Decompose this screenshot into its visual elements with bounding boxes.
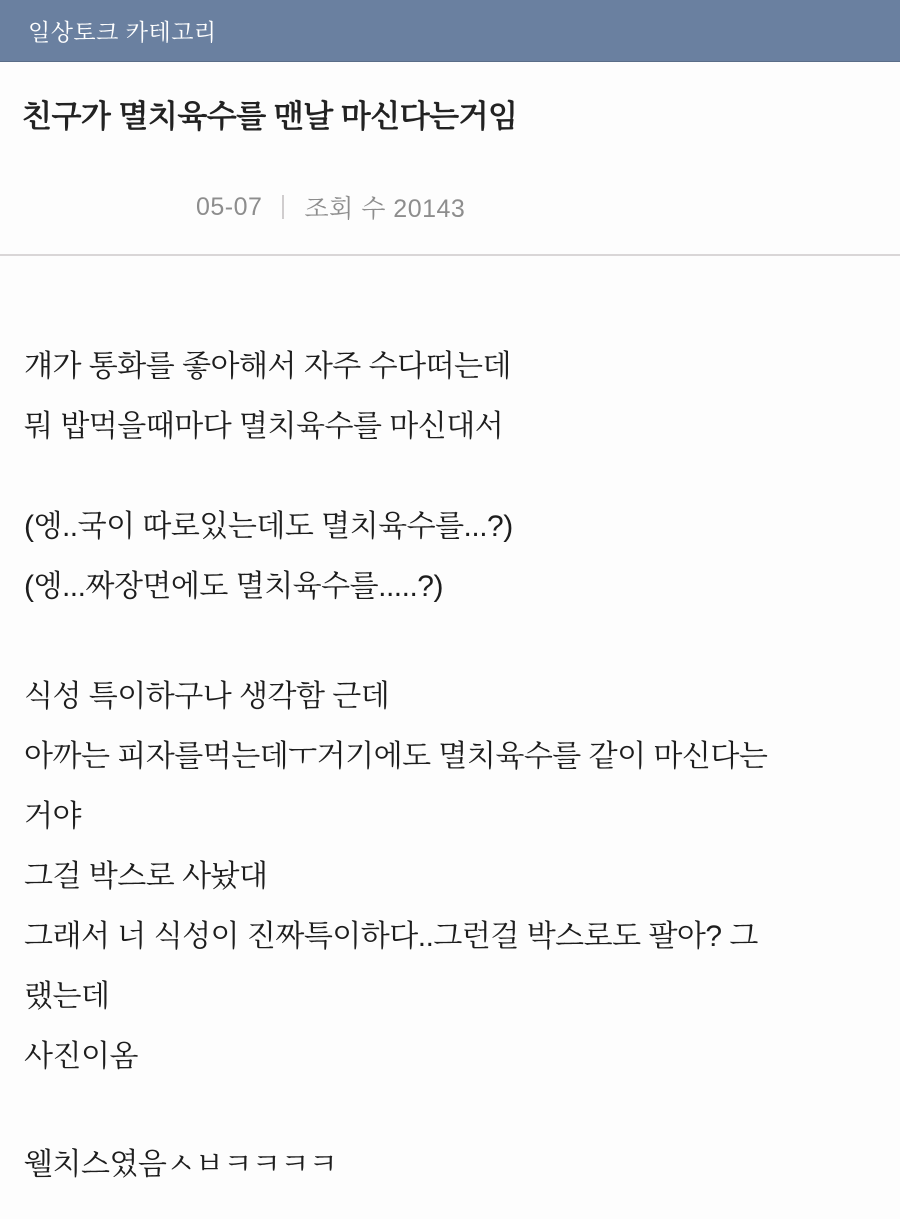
body-line: 뭐 밥먹을때마다 멸치육수를 마신대서 <box>24 410 504 443</box>
body-paragraph <box>24 337 876 457</box>
body-line: 아까는 피자를먹는데ㅜ거기에도 멸치육수를 같이 마신다는 <box>24 740 768 773</box>
body-line: 그걸 박스로 사놨대 <box>24 860 268 893</box>
header-divider <box>0 254 900 256</box>
category-label[interactable]: 일상토크 카테고리 <box>28 19 217 45</box>
body-line: 식성 특이하구나 생각함 근데 <box>24 680 390 713</box>
body-line: 사진이옴 <box>24 1040 138 1073</box>
body-line: 그래서 너 식성이 진짜특이하다..그런걸 박스로도 팔아? 그 <box>24 920 758 953</box>
body-paragraph <box>24 667 876 1087</box>
body-paragraph <box>24 497 876 617</box>
body-line: (엥...짜장면에도 멸치육수를.....?) <box>24 570 443 603</box>
post-view-count: 조회 수 20143 <box>304 195 466 223</box>
body-line: 걔가 통화를 좋아해서 자주 수다떠는데 <box>24 350 512 383</box>
body-line: 웰치스였음ㅅㅂㅋㅋㅋㅋ <box>24 1148 338 1181</box>
post-date: 05-07 <box>196 192 263 221</box>
post-body <box>0 337 900 1195</box>
post-title: 친구가 멸치육수를 맨날 마신다는거임 <box>22 99 518 134</box>
meta-separator <box>282 195 284 219</box>
body-line: 랬는데 <box>24 980 110 1013</box>
post-meta <box>196 193 900 221</box>
body-line: (엥..국이 따로있는데도 멸치육수를...?) <box>24 510 513 543</box>
body-paragraph <box>24 1135 876 1195</box>
body-line: 거야 <box>24 800 81 833</box>
category-header-bar <box>0 0 900 62</box>
